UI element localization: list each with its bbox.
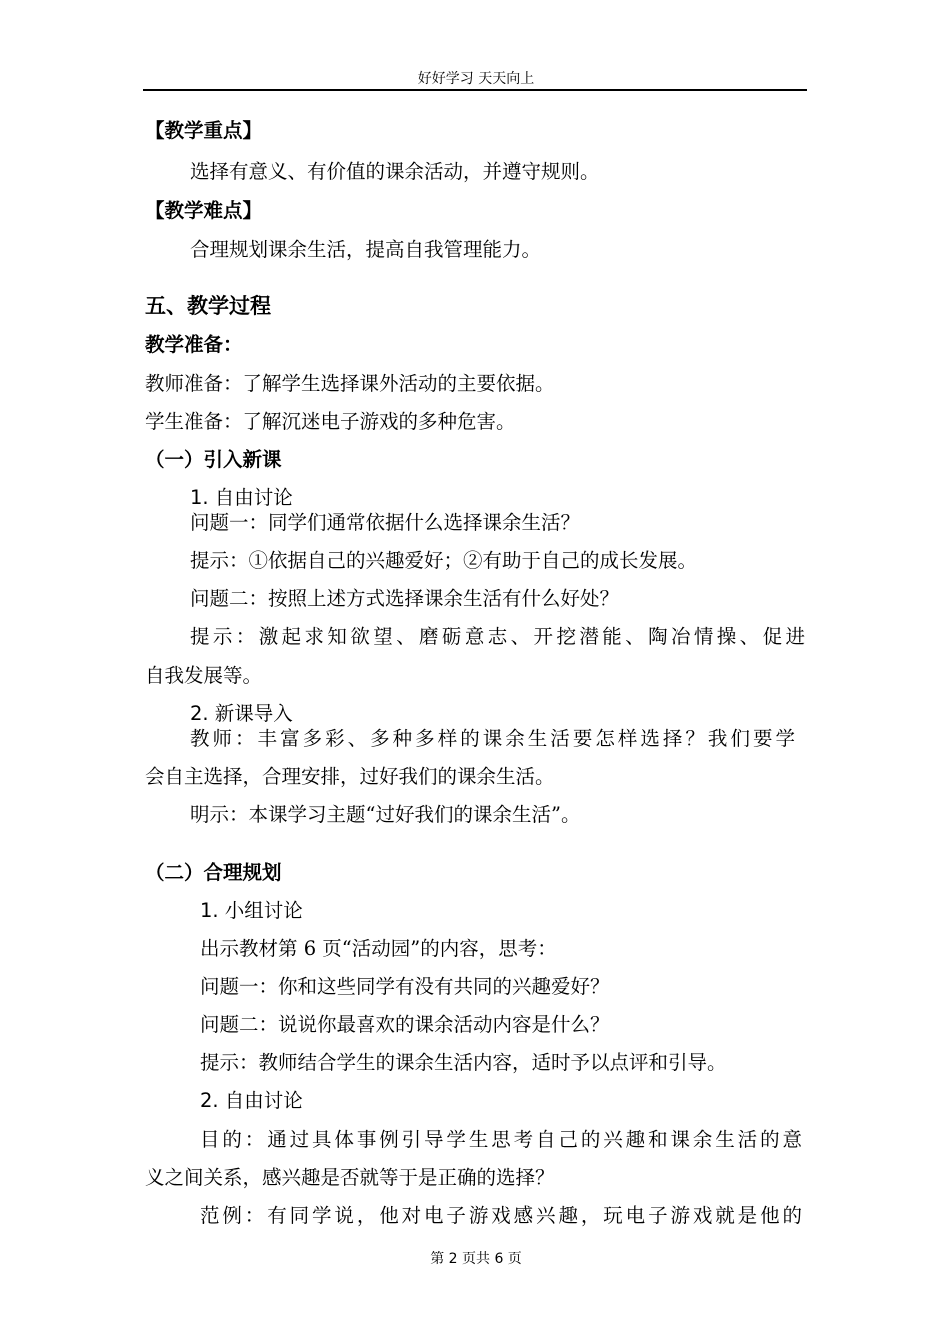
part1-question2: 问题二：按照上述方式选择课余生活有什么好处？ [190, 587, 620, 610]
part1-topic: 明示：本课学习主题“过好我们的课余生活”。 [190, 803, 581, 826]
part1-hint2-line2: 自我发展等。 [145, 664, 263, 687]
part2-heading: （二）合理规划 [145, 861, 282, 884]
part1-item1: 1. 自由讨论 [190, 486, 293, 509]
part1-item2: 2. 新课导入 [190, 702, 293, 725]
page-footer: 第 2 页共 6 页 [430, 1251, 522, 1267]
part2-hint: 提示：教师结合学生的课余生活内容，适时予以点评和引导。 [200, 1051, 727, 1074]
prep-heading: 教学准备： [145, 333, 243, 356]
key-point-heading: 【教学重点】 [145, 119, 263, 142]
part2-purpose-line2: 义之间关系，感兴趣是否就等于是正确的选择？ [145, 1166, 555, 1189]
student-prep: 学生准备：了解沉迷电子游戏的多种危害。 [145, 410, 516, 433]
part1-heading: （一）引入新课 [145, 448, 282, 471]
part1-teacher-line1: 教师：丰富多彩、多种多样的课余生活要怎样选择？我们要学 [190, 727, 795, 750]
difficulty-heading: 【教学难点】 [145, 199, 263, 222]
teacher-prep: 教师准备：了解学生选择课外活动的主要依据。 [145, 372, 555, 395]
header-divider [143, 89, 807, 91]
part2-show: 出示教材第 6 页“活动园”的内容，思考： [200, 937, 557, 960]
part1-teacher-line2: 会自主选择，合理安排，过好我们的课余生活。 [145, 765, 555, 788]
part2-item2: 2. 自由讨论 [200, 1089, 303, 1112]
part2-question2: 问题二：说说你最喜欢的课余活动内容是什么？ [200, 1013, 610, 1036]
part2-purpose-line1: 目的：通过具体事例引导学生思考自己的兴趣和课余生活的意 [200, 1128, 802, 1151]
key-point-text: 选择有意义、有价值的课余活动，并遵守规则。 [190, 160, 600, 183]
part2-example-line1: 范例：有同学说，他对电子游戏感兴趣，玩电子游戏就是他的 [200, 1204, 802, 1227]
part1-question1: 问题一：同学们通常依据什么选择课余生活？ [190, 511, 581, 534]
part1-hint2-line1: 提示：激起求知欲望、磨砺意志、开挖潜能、陶冶情操、促进 [190, 625, 805, 648]
process-heading: 五、教学过程 [145, 294, 271, 318]
part1-hint1: 提示：①依据自己的兴趣爱好；②有助于自己的成长发展。 [190, 549, 698, 572]
part2-question1: 问题一：你和这些同学有没有共同的兴趣爱好？ [200, 975, 610, 998]
difficulty-text: 合理规划课余生活，提高自我管理能力。 [190, 238, 542, 261]
page-header: 好好学习 天天向上 [417, 71, 535, 87]
part2-item1: 1. 小组讨论 [200, 899, 303, 922]
